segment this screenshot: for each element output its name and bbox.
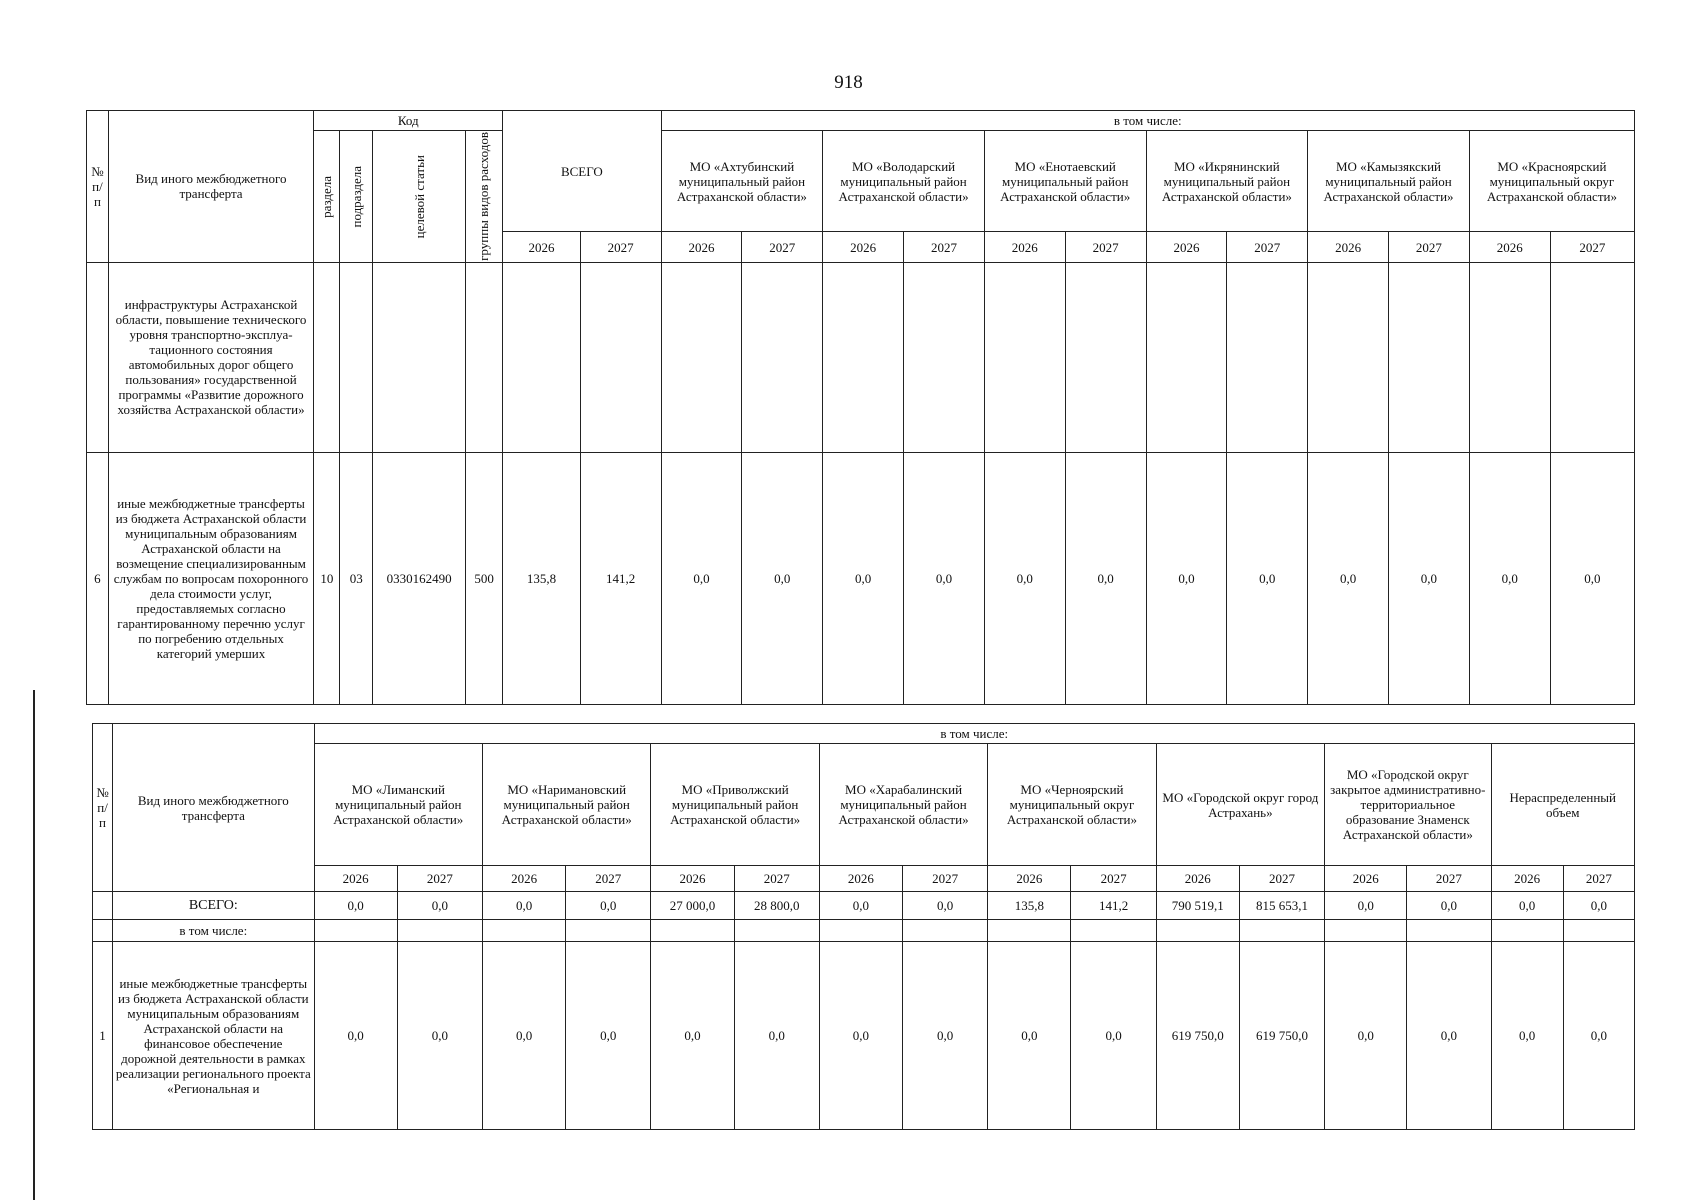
value-cell: 0,0	[566, 942, 651, 1130]
value-cell	[1065, 262, 1146, 452]
table-row	[93, 920, 1635, 942]
year-header: 2027	[734, 866, 819, 892]
header-mo: МО «Городской округ город Астрахань»	[1156, 744, 1324, 866]
value-cell: 0,0	[1227, 452, 1308, 704]
row-code	[373, 262, 466, 452]
year-header: 2027	[1550, 232, 1634, 262]
value-cell: 135,8	[503, 452, 581, 704]
value-cell: 0,0	[566, 892, 651, 920]
value-cell: 0,0	[482, 942, 565, 1130]
value-cell: 0,0	[1407, 892, 1491, 920]
row-description: иные межбюджетные трансферты из бюджета Астраханской области муниципальным образованиям Астраханской области на возмещение специализированным службам по вопросам похоронного дела стоимости услуг, предоставляемых согласно гарантированному перечню услуг по погребению отдельных категорий умерших	[108, 452, 313, 704]
year-header: 2027	[580, 232, 661, 262]
value-cell	[1469, 262, 1550, 452]
header-mo: МО «Ахтубинский муниципальный район Астраханской области»	[661, 131, 823, 232]
header-mo: МО «Лиманский муниципальный район Астраханской области»	[314, 744, 482, 866]
value-cell	[1308, 262, 1389, 452]
value-cell	[819, 920, 902, 942]
year-header: 2026	[1469, 232, 1550, 262]
row-code	[340, 262, 373, 452]
value-cell	[1146, 262, 1227, 452]
year-header: 2026	[661, 232, 742, 262]
value-cell	[397, 920, 482, 942]
row-code	[466, 262, 503, 452]
value-cell: 0,0	[1469, 452, 1550, 704]
header-code-subsection: подраздела	[348, 165, 364, 228]
value-cell: 0,0	[903, 892, 988, 920]
budget-table-bottom	[92, 723, 1635, 1130]
year-header: 2026	[823, 232, 904, 262]
page-number: 918	[834, 72, 863, 93]
value-cell	[1227, 262, 1308, 452]
value-cell: 0,0	[1325, 892, 1407, 920]
table-row	[93, 942, 1635, 1130]
table-row	[93, 892, 1635, 920]
year-header: 2026	[482, 866, 565, 892]
header-transfer-type: Вид иного межбюджетного трансферта	[113, 724, 315, 892]
value-cell: 619 750,0	[1156, 942, 1239, 1130]
value-cell	[1407, 920, 1491, 942]
value-cell	[1550, 262, 1634, 452]
value-cell: 0,0	[904, 452, 985, 704]
value-cell	[904, 262, 985, 452]
year-header: 2026	[503, 232, 581, 262]
value-cell	[580, 262, 661, 452]
year-header: 2027	[1563, 866, 1634, 892]
year-header: 2026	[984, 232, 1065, 262]
value-cell: 0,0	[1325, 942, 1407, 1130]
row-num: 6	[87, 452, 109, 704]
row-description: инфраструктуры Астраханской области, повышение технического уровня транспортно-эксплуа-тационного состояния автомобильных дорог общего пользования» государственной программы «Развитие дорожного хозяйства Астраханской области»	[108, 262, 313, 452]
value-cell	[903, 920, 988, 942]
value-cell: 619 750,0	[1239, 942, 1324, 1130]
value-cell: 0,0	[903, 942, 988, 1130]
row-num	[93, 920, 113, 942]
year-header: 2026	[988, 866, 1071, 892]
row-num	[93, 892, 113, 920]
header-num: № п/п	[87, 111, 109, 263]
year-header: 2026	[819, 866, 902, 892]
value-cell: 27 000,0	[651, 892, 734, 920]
value-cell: 0,0	[482, 892, 565, 920]
header-mo: МО «Камызякский муниципальный район Астраханской области»	[1308, 131, 1470, 232]
value-cell: 0,0	[1563, 892, 1634, 920]
year-header: 2026	[1308, 232, 1389, 262]
value-cell: 0,0	[1389, 452, 1470, 704]
header-mo: МО «Наримановский муниципальный район Астраханской области»	[482, 744, 650, 866]
value-cell: 0,0	[1065, 452, 1146, 704]
value-cell: 0,0	[988, 942, 1071, 1130]
value-cell: 141,2	[1071, 892, 1156, 920]
row-num: 1	[93, 942, 113, 1130]
value-cell: 0,0	[1491, 942, 1563, 1130]
value-cell: 0,0	[314, 892, 397, 920]
header-mo: МО «Красноярский муниципальный округ Астраханской области»	[1469, 131, 1634, 232]
value-cell: 135,8	[988, 892, 1071, 920]
year-header: 2026	[1491, 866, 1563, 892]
value-cell	[1389, 262, 1470, 452]
value-cell	[1325, 920, 1407, 942]
row-description: в том числе:	[113, 920, 315, 942]
year-header: 2027	[742, 232, 823, 262]
value-cell	[661, 262, 742, 452]
year-header: 2027	[397, 866, 482, 892]
value-cell	[1156, 920, 1239, 942]
row-code	[314, 262, 340, 452]
value-cell	[651, 920, 734, 942]
header-code: Код	[314, 111, 503, 131]
year-header: 2027	[904, 232, 985, 262]
value-cell	[482, 920, 565, 942]
value-cell: 0,0	[1071, 942, 1156, 1130]
value-cell: 790 519,1	[1156, 892, 1239, 920]
header-mo: МО «Енотаевский муниципальный район Астраханской области»	[984, 131, 1146, 232]
year-header: 2026	[314, 866, 397, 892]
year-header: 2027	[1065, 232, 1146, 262]
header-mo: МО «Харабалинский муниципальный район Астраханской области»	[819, 744, 987, 866]
row-description: иные межбюджетные трансферты из бюджета Астраханской области муниципальным образованиям Астраханской области на финансовое обеспечение дорожной деятельности в рамках реализации регионального проекта «Региональная и	[113, 942, 315, 1130]
value-cell: 141,2	[580, 452, 661, 704]
table-row	[87, 452, 1635, 704]
value-cell: 0,0	[742, 452, 823, 704]
header-code-target-article: целевой статьи	[411, 154, 427, 239]
value-cell: 0,0	[1550, 452, 1634, 704]
header-including: в том числе:	[661, 111, 1634, 131]
value-cell	[988, 920, 1071, 942]
header-mo: МО «Володарский муниципальный район Астраханской области»	[823, 131, 985, 232]
value-cell	[1491, 920, 1563, 942]
year-header: 2026	[1146, 232, 1227, 262]
header-num: № п/п	[93, 724, 113, 892]
value-cell: 0,0	[661, 452, 742, 704]
value-cell: 0,0	[734, 942, 819, 1130]
row-num	[87, 262, 109, 452]
value-cell: 0,0	[397, 892, 482, 920]
header-mo: МО «Городской округ закрытое административно-территориальное образование Знаменск Астраханской области»	[1325, 744, 1491, 866]
row-code: 10	[314, 452, 340, 704]
year-header: 2026	[1156, 866, 1239, 892]
value-cell: 0,0	[819, 892, 902, 920]
year-header: 2027	[1239, 866, 1324, 892]
value-cell: 0,0	[1491, 892, 1563, 920]
year-header: 2027	[1071, 866, 1156, 892]
header-including: в том числе:	[314, 724, 1634, 744]
value-cell	[1563, 920, 1634, 942]
year-header: 2027	[903, 866, 988, 892]
value-cell: 0,0	[314, 942, 397, 1130]
year-header: 2027	[1389, 232, 1470, 262]
value-cell: 0,0	[1407, 942, 1491, 1130]
header-mo: МО «Икрянинский муниципальный район Астраханской области»	[1146, 131, 1308, 232]
value-cell	[314, 920, 397, 942]
header-transfer-type: Вид иного межбюджетного трансферта	[108, 111, 313, 263]
value-cell	[984, 262, 1065, 452]
value-cell: 0,0	[984, 452, 1065, 704]
row-description: ВСЕГО:	[113, 892, 315, 920]
value-cell: 0,0	[1308, 452, 1389, 704]
header-code-section: раздела	[319, 175, 335, 218]
value-cell	[1071, 920, 1156, 942]
value-cell: 0,0	[397, 942, 482, 1130]
value-cell: 0,0	[651, 942, 734, 1130]
value-cell: 815 653,1	[1239, 892, 1324, 920]
value-cell: 0,0	[819, 942, 902, 1130]
value-cell	[503, 262, 581, 452]
value-cell: 28 800,0	[734, 892, 819, 920]
row-code: 03	[340, 452, 373, 704]
year-header: 2027	[566, 866, 651, 892]
year-header: 2026	[1325, 866, 1407, 892]
value-cell	[734, 920, 819, 942]
value-cell	[1239, 920, 1324, 942]
year-header: 2027	[1407, 866, 1491, 892]
value-cell	[566, 920, 651, 942]
header-mo: МО «Приволжский муниципальный район Астраханской области»	[651, 744, 819, 866]
budget-table-top	[86, 110, 1635, 705]
row-code: 0330162490	[373, 452, 466, 704]
value-cell: 0,0	[823, 452, 904, 704]
value-cell: 0,0	[1146, 452, 1227, 704]
row-code: 500	[466, 452, 503, 704]
header-mo: МО «Черноярский муниципальный округ Астраханской области»	[988, 744, 1156, 866]
value-cell	[742, 262, 823, 452]
header-code-expense-group: группы видов расходов	[476, 132, 492, 261]
year-header: 2027	[1227, 232, 1308, 262]
table-row	[87, 262, 1635, 452]
value-cell	[823, 262, 904, 452]
margin-line	[33, 690, 35, 1200]
header-unallocated: Нераспределенный объем	[1491, 744, 1635, 866]
value-cell: 0,0	[1563, 942, 1634, 1130]
header-total: ВСЕГО	[503, 111, 661, 232]
year-header: 2026	[651, 866, 734, 892]
